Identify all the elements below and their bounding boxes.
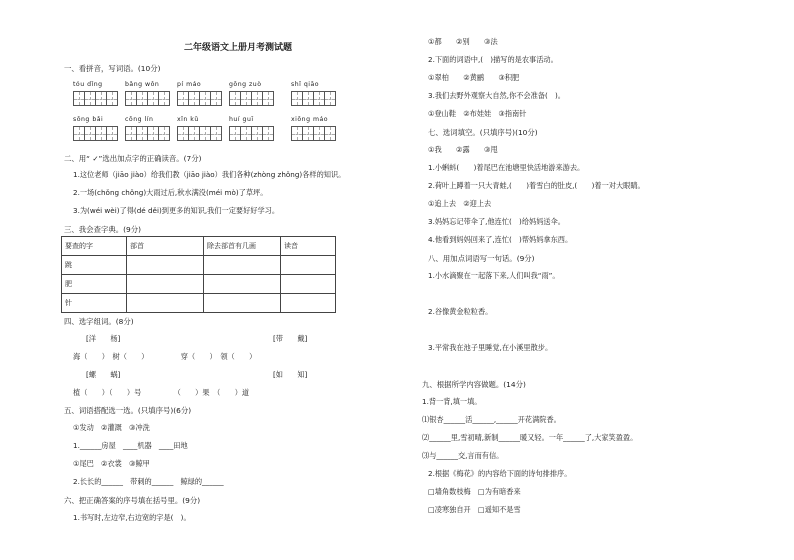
- q6-line-3: 3.我们去野外观察大自然,你不会准备( )。: [428, 91, 565, 100]
- writing-grid[interactable]: [229, 91, 273, 106]
- answer-cell[interactable]: [204, 275, 281, 294]
- writing-grid[interactable]: [291, 126, 335, 141]
- writing-grid[interactable]: [229, 126, 273, 141]
- q9-heading: 九、根据所学内容做题。(14分): [422, 380, 526, 389]
- table-cell: 跳: [62, 256, 127, 275]
- grid-cell[interactable]: [158, 91, 170, 106]
- table-row: [62, 256, 336, 275]
- q8-line-2: 2.谷像黄金粒粒香。: [428, 307, 493, 316]
- q9-line-3: ⑶与______交,言而有信。: [422, 451, 504, 460]
- pinyin-label: pí máo: [177, 81, 202, 88]
- writing-grid[interactable]: [177, 91, 221, 106]
- table-cell: 针: [62, 294, 127, 313]
- q5-options-2: ①尾巴 ②衣裳 ③鲸甲: [73, 459, 150, 468]
- q9-sub-1: 1.背一背,填一填。: [422, 397, 482, 406]
- answer-cell[interactable]: [204, 294, 281, 313]
- q3-heading: 三、我会查字典。(9分): [64, 225, 141, 234]
- q4-pair-2a: [螺 蜗]: [86, 370, 121, 379]
- q4-heading: 四、选字组词。(8分): [64, 317, 134, 326]
- answer-cell[interactable]: [281, 294, 336, 313]
- grid-cell[interactable]: [324, 126, 336, 141]
- q4-line-1: 海（ ） 树（ ） 穿（ ） 领（ ）: [73, 352, 257, 361]
- grid-cell[interactable]: [106, 126, 118, 141]
- q5-line-1: 1.______房屋 ____机器 ____田地: [73, 441, 188, 450]
- q9-poem-2: □凌寒独自开 □遥知不是雪: [428, 505, 521, 514]
- q7-options: ①我 ②露 ③甩: [428, 145, 498, 154]
- q5-heading: 五、词语搭配选一选。(只填序号)(6分): [64, 406, 192, 415]
- writing-grid[interactable]: [73, 126, 117, 141]
- q9-sub-2: 2.根据《梅花》的内容给下面的诗句排排序。: [428, 469, 572, 478]
- writing-grid[interactable]: [125, 126, 169, 141]
- pinyin-label: tóu dǐng: [73, 81, 103, 88]
- q1-heading: 一、看拼音，写词语。(10分): [64, 64, 161, 73]
- table-header: 部首: [127, 237, 204, 256]
- grid-cell[interactable]: [210, 91, 222, 106]
- table-header-row: [62, 237, 336, 256]
- grid-cell[interactable]: [158, 126, 170, 141]
- grid-cell[interactable]: [262, 91, 274, 106]
- pinyin-label: sōng bǎi: [73, 116, 104, 123]
- q7-line-4: 4.他看到妈妈回来了,连忙( )帮妈妈拿东西。: [428, 235, 573, 244]
- pinyin-label: xiōng máo: [291, 116, 329, 123]
- pinyin-label: bǎng wǒn: [125, 81, 160, 88]
- q8-line-1: 1.小水滴聚在一起落下来,人们叫我“雨”。: [428, 271, 560, 280]
- q6-options-3: ①登山鞋 ②布娃娃 ③指南针: [428, 109, 527, 118]
- table-header: 读音: [281, 237, 336, 256]
- grid-cell[interactable]: [262, 126, 274, 141]
- table-cell: 肥: [62, 275, 127, 294]
- q8-heading: 八、用加点词语写一句话。(9分): [428, 254, 535, 263]
- grid-cell[interactable]: [324, 91, 336, 106]
- q4-line-2: 植（ ）（ ）号 （ ）果 （ ）道: [73, 388, 250, 397]
- answer-cell[interactable]: [127, 275, 204, 294]
- grid-cell[interactable]: [106, 91, 118, 106]
- q7-line-3: 3.妈妈忘记带伞了,他连忙( )给妈妈送伞。: [428, 217, 565, 226]
- pinyin-label: huí guī: [229, 116, 254, 123]
- answer-cell[interactable]: [127, 294, 204, 313]
- q6-line-2: 2.下面的词语中,( )描写的是农事活动。: [428, 55, 558, 64]
- q9-line-1: ⑴银杏______活______,______开花满院香。: [422, 415, 561, 424]
- q7-line-1: 1.小蝌蚪( )着尾巴在池塘里快活地游来游去。: [428, 163, 585, 172]
- q9-line-2: ⑵______里,雪初晴,新制______暖又轻。一年______了,大家笑盈盈。: [422, 433, 638, 442]
- pinyin-label: xǐn kǔ: [177, 116, 199, 123]
- dictionary-table: [61, 236, 336, 313]
- q6-options-1: ①都 ②别 ③法: [428, 37, 498, 46]
- table-row: [62, 294, 336, 313]
- answer-cell[interactable]: [127, 256, 204, 275]
- table-row: [62, 275, 336, 294]
- writing-grid[interactable]: [125, 91, 169, 106]
- q2-heading: 二、用“ ✓”选出加点字的正确读音。(7分): [64, 154, 202, 163]
- writing-grid[interactable]: [73, 91, 117, 106]
- q2-line-2: 2.一场(chǒng chǒng)大雨过后,秋水满没(méi mò)了草坪。: [73, 188, 268, 197]
- writing-grid[interactable]: [291, 91, 335, 106]
- q5-options-1: ①发动 ②灌溉 ③冲洗: [73, 423, 150, 432]
- q6-options-2: ①翠柏 ②黄鹂 ③积肥: [428, 73, 520, 82]
- pinyin-label: shǐ qiāo: [291, 81, 320, 88]
- q8-line-3: 3.平常我在池子里睡觉,在小溪里散步。: [428, 343, 553, 352]
- answer-cell[interactable]: [281, 275, 336, 294]
- q4-pair-1b: [带 戴]: [273, 334, 308, 343]
- q4-pair-2b: [如 知]: [273, 370, 308, 379]
- q9-poem-1: □墙角数枝梅 □为有暗香来: [428, 487, 521, 496]
- table-header: 除去部首有几画: [204, 237, 281, 256]
- q7-line-2: 2.荷叶上蹲着一只大青蛙,( )着雪白的肚皮,( )着一对大眼睛。: [428, 181, 645, 190]
- q2-line-3: 3.为(wéi wèi)了得(dé děi)到更多的知识,我们一定要好好学习。: [73, 206, 280, 215]
- pinyin-label: cōng lín: [125, 116, 154, 123]
- writing-grid[interactable]: [177, 126, 221, 141]
- answer-cell[interactable]: [281, 256, 336, 275]
- q4-pair-1a: [洋 杨]: [86, 334, 121, 343]
- grid-cell[interactable]: [210, 126, 222, 141]
- q6-heading: 六、把正确答案的序号填在括号里。(9分): [64, 496, 201, 505]
- page-title: 二年级语文上册月考测试题: [184, 43, 293, 53]
- q5-line-2: 2.长长的______ 带刺的______ 鲸绿的______: [73, 477, 224, 486]
- q2-line-1: 1.这位老师（jiāo jiào）给我们教（jiāo jiào）我们各种(zhòng zhǒng)各样的知识。: [73, 170, 346, 179]
- q7-options-2: ①追上去 ②迎上去: [428, 199, 492, 208]
- table-header: 要查的字: [62, 237, 127, 256]
- answer-cell[interactable]: [204, 256, 281, 275]
- q6-line-1: 1.书写时,左边窄,右边宽的字是( )。: [73, 513, 191, 522]
- pinyin-label: gōng zuò: [229, 81, 262, 88]
- q7-heading: 七、选词填空。(只填序号)(10分): [428, 128, 538, 137]
